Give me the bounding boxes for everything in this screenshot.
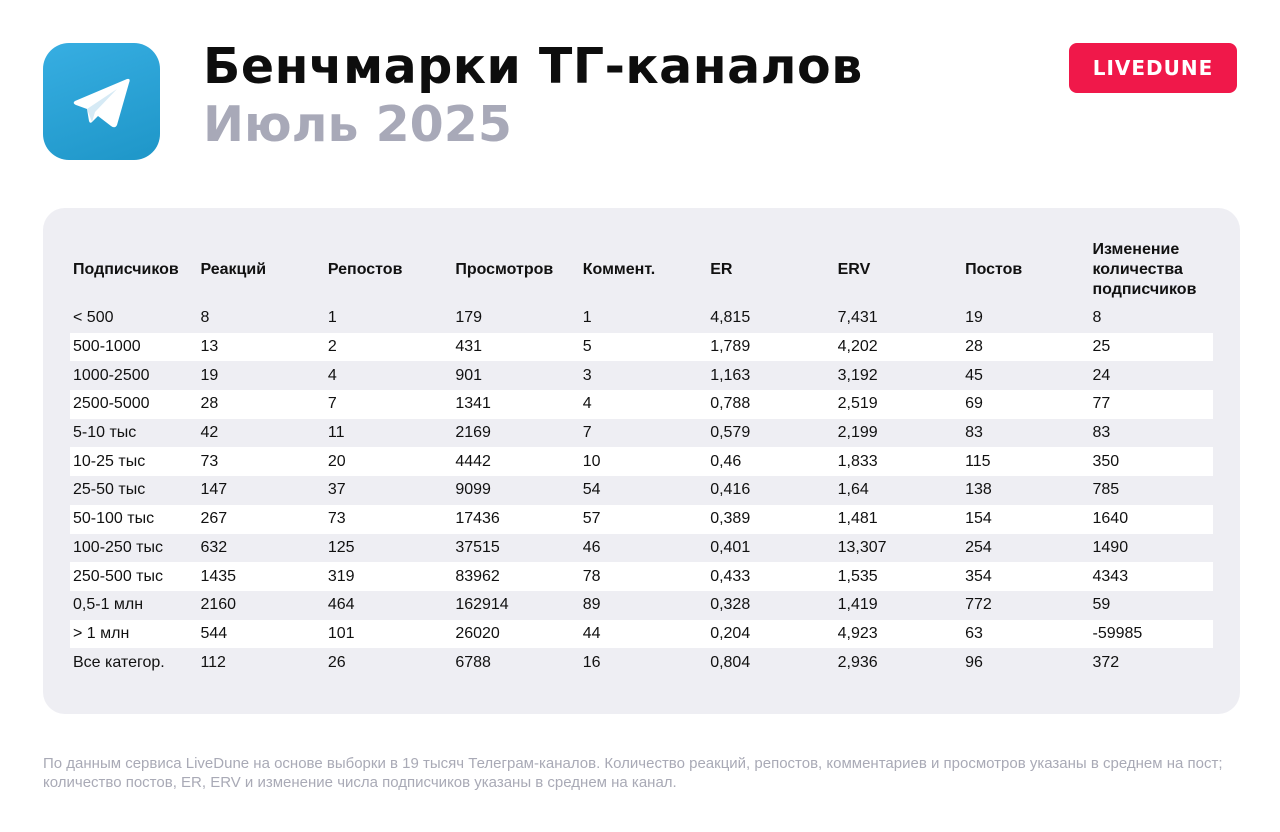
- row-label-cell: 50-100 тыс: [70, 505, 197, 534]
- table-cell: 37515: [455, 538, 500, 556]
- table-cell: 1: [582, 309, 592, 327]
- column-header: Репостов: [327, 260, 403, 278]
- row-label-cell: 10-25 тыс: [70, 447, 197, 476]
- table-cell: 1,64: [837, 481, 869, 499]
- table-cell: 6788: [455, 653, 491, 671]
- table-cell: 0,389: [707, 505, 834, 534]
- table-cell: 57: [580, 505, 707, 534]
- table-body: [70, 304, 1213, 677]
- table-cell: 0,788: [707, 390, 834, 419]
- table-row: [70, 390, 1213, 419]
- table-cell: 26: [327, 653, 346, 671]
- table-cell: 1435: [197, 562, 324, 591]
- table-cell: 632: [200, 538, 228, 556]
- table-cell: 901: [455, 366, 483, 384]
- table-cell: 83: [1092, 424, 1111, 442]
- table-cell: 2,936: [837, 653, 878, 671]
- table-cell: 1: [327, 309, 337, 327]
- table-cell: 89: [582, 596, 601, 614]
- row-label-cell: 1000-2500: [73, 366, 150, 384]
- column-header: Просмотров: [455, 260, 554, 278]
- table-cell: 73: [325, 505, 452, 534]
- table-cell: 28: [962, 333, 1089, 362]
- table-cell: 2,199: [837, 424, 878, 442]
- table-cell: 63: [962, 620, 1089, 649]
- table-cell: 7,431: [837, 309, 878, 327]
- table-cell: 25: [1090, 333, 1214, 362]
- table-cell: 17436: [452, 505, 579, 534]
- table-cell: 1490: [1092, 538, 1129, 556]
- table-cell: 73: [197, 447, 324, 476]
- table-cell: 147: [200, 481, 228, 499]
- table-row: [70, 591, 1213, 620]
- table-cell: 101: [325, 620, 452, 649]
- table-cell: 11: [327, 424, 345, 442]
- table-cell: 2: [325, 333, 452, 362]
- column-header: ER: [710, 260, 733, 278]
- table-cell: 3: [582, 366, 592, 384]
- page-title: Бенчмарки ТГ-каналов: [203, 38, 863, 95]
- table-cell: 0,433: [707, 562, 834, 591]
- table-cell: 0,401: [710, 538, 751, 556]
- table-cell: 267: [197, 505, 324, 534]
- table-cell: 1,163: [710, 366, 751, 384]
- table-cell: 2160: [200, 596, 237, 614]
- benchmark-panel: [43, 208, 1240, 714]
- table-cell: 13: [197, 333, 324, 362]
- table-cell: 0,46: [707, 447, 834, 476]
- table-cell: 78: [580, 562, 707, 591]
- row-label-cell: 5-10 тыс: [73, 424, 137, 442]
- table-cell: 1,833: [835, 447, 962, 476]
- table-cell: 46: [582, 538, 601, 556]
- table-cell: 3,192: [837, 366, 878, 384]
- row-label-cell: Все категор.: [73, 653, 165, 671]
- table-cell: 115: [962, 447, 1089, 476]
- table-cell: 785: [1092, 481, 1120, 499]
- column-header: ERV: [837, 260, 871, 278]
- benchmark-table: [70, 235, 1213, 677]
- table-cell: 254: [965, 538, 992, 556]
- column-header: Коммент.: [582, 260, 656, 278]
- table-cell: 112: [200, 653, 226, 671]
- page-subtitle: Июль 2025: [203, 96, 512, 153]
- table-cell: 37: [327, 481, 346, 499]
- row-label-cell: 100-250 тыс: [73, 538, 163, 556]
- table-row: [70, 562, 1213, 591]
- table-cell: -59985: [1090, 620, 1214, 649]
- row-label-cell: > 1 млн: [70, 620, 197, 649]
- brand-badge: LIVEDUNE: [1069, 43, 1237, 93]
- table-cell: 2,519: [835, 390, 962, 419]
- row-label-cell: 250-500 тыс: [70, 562, 197, 591]
- row-label-cell: < 500: [73, 309, 114, 327]
- table-cell: 1,789: [707, 333, 834, 362]
- table-cell: 0,416: [710, 481, 751, 499]
- row-label-cell: 2500-5000: [70, 390, 197, 419]
- row-label-cell: 500-1000: [70, 333, 197, 362]
- table-cell: 4343: [1090, 562, 1214, 591]
- table-cell: 1,419: [837, 596, 878, 614]
- table-cell: 9099: [455, 481, 491, 499]
- column-header: Реакций: [200, 260, 267, 278]
- table-cell: 431: [452, 333, 579, 362]
- table-cell: 83: [965, 424, 983, 442]
- table-cell: 138: [965, 481, 992, 499]
- table-cell: 16: [582, 653, 601, 671]
- table-cell: 4,815: [710, 309, 751, 327]
- table-row: [70, 304, 1213, 333]
- table-row: [70, 620, 1213, 649]
- table-cell: 24: [1092, 366, 1111, 384]
- table-cell: 162914: [455, 596, 509, 614]
- table-cell: 4,202: [835, 333, 962, 362]
- column-header: Постов: [965, 260, 1023, 278]
- table-cell: 0,804: [710, 653, 751, 671]
- table-cell: 7: [325, 390, 452, 419]
- table-cell: 1341: [452, 390, 579, 419]
- table-cell: 372: [1092, 653, 1120, 671]
- table-cell: 4,923: [835, 620, 962, 649]
- table-cell: 1,535: [835, 562, 962, 591]
- table-cell: 1,481: [835, 505, 962, 534]
- table-cell: 69: [962, 390, 1089, 419]
- footnote: По данным сервиса LiveDune на основе выборки в 19 тысяч Телеграм-каналов. Количество реакций, репостов, комментариев и просмотров указаны в среднем на пост; количество постов, ER, ERV и изменение числа подписчиков указаны в среднем на канал.: [43, 755, 1223, 791]
- table-header-row: [70, 235, 1213, 304]
- table-cell: 26020: [452, 620, 579, 649]
- table-cell: 96: [965, 653, 983, 671]
- table-row: [70, 419, 1213, 448]
- table-cell: 8: [1092, 309, 1102, 327]
- table-cell: 83962: [452, 562, 579, 591]
- table-cell: 154: [962, 505, 1089, 534]
- table-row: [70, 648, 1213, 677]
- table-cell: 10: [580, 447, 707, 476]
- table-cell: 54: [582, 481, 601, 499]
- table-cell: 4442: [452, 447, 579, 476]
- table-cell: 44: [580, 620, 707, 649]
- table-cell: 7: [582, 424, 592, 442]
- table-cell: 772: [965, 596, 992, 614]
- table-cell: 8: [200, 309, 210, 327]
- table-cell: 544: [197, 620, 324, 649]
- row-label-cell: 25-50 тыс: [73, 481, 146, 499]
- column-header: Подписчиков: [73, 260, 179, 278]
- table-cell: 5: [580, 333, 707, 362]
- table-cell: 0,328: [710, 596, 751, 614]
- table-cell: 354: [962, 562, 1089, 591]
- table-cell: 77: [1090, 390, 1214, 419]
- table-cell: 19: [965, 309, 983, 327]
- table-row: [70, 447, 1213, 476]
- table-cell: 179: [455, 309, 483, 327]
- table-cell: 42: [200, 424, 219, 442]
- table-cell: 13,307: [837, 538, 887, 556]
- table-row: [70, 534, 1213, 563]
- table-cell: 464: [327, 596, 355, 614]
- row-label-cell: 0,5-1 млн: [73, 596, 144, 614]
- table-cell: 0,579: [710, 424, 751, 442]
- table-row: [70, 476, 1213, 505]
- table-cell: 2169: [455, 424, 491, 442]
- table-cell: 4: [580, 390, 707, 419]
- table-row: [70, 333, 1213, 362]
- table-cell: 0,204: [707, 620, 834, 649]
- column-header: Изменение количества подписчиков: [1092, 240, 1197, 298]
- telegram-logo: [43, 43, 160, 160]
- table-cell: 350: [1090, 447, 1214, 476]
- table-cell: 1640: [1090, 505, 1214, 534]
- telegram-icon: [67, 67, 137, 137]
- table-cell: 20: [325, 447, 452, 476]
- table-row: [70, 505, 1213, 534]
- table-row: [70, 361, 1213, 390]
- table-cell: 125: [327, 538, 355, 556]
- table-cell: 45: [965, 366, 983, 384]
- table-cell: 28: [197, 390, 324, 419]
- table-cell: 4: [327, 366, 337, 384]
- table-cell: 59: [1092, 596, 1111, 614]
- table-cell: 319: [325, 562, 452, 591]
- table-cell: 19: [200, 366, 219, 384]
